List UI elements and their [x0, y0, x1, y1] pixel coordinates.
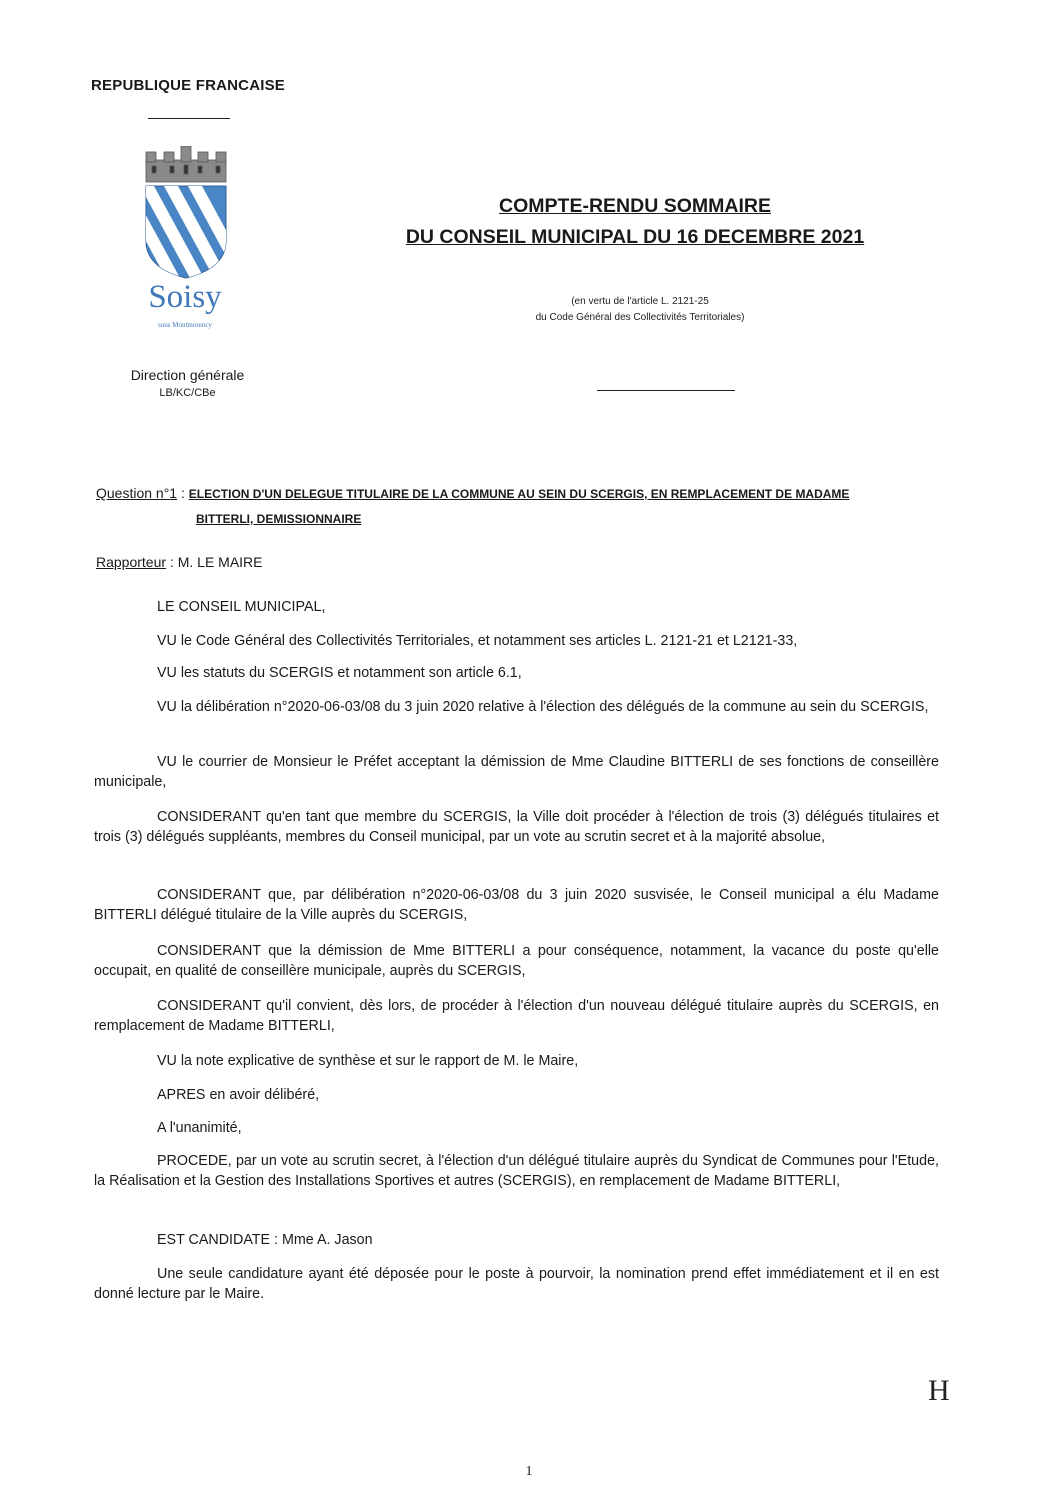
shield-icon [140, 146, 232, 281]
document-title-line2: DU CONSEIL MUNICIPAL DU 16 DECEMBRE 2021 [405, 226, 865, 248]
body-paragraph: CONSIDERANT que, par délibération n°2020-06-03/08 du 3 juin 2020 susvisée, le Conseil municipal a élu Madame BITTERLI délégué titulaire de la Ville auprès du SCERGIS, [94, 887, 939, 923]
question-heading [96, 485, 946, 501]
body-paragraph: LE CONSEIL MUNICIPAL, [157, 599, 326, 615]
body-paragraph: VU le Code Général des Collectivités Territoriales, et notamment ses articles L. 2121-21 et L2121-33, [157, 633, 798, 649]
question-number: Question n°1 [96, 485, 178, 501]
logo-subtext: sous Montmorency [158, 321, 212, 329]
body-paragraph: PROCEDE, par un vote au scrutin secret, à l'élection d'un délégué titulaire auprès du Syndicat de Communes pour l'Etude, la Réalisation et la Gestion des Installations Sportives et autres (SCERGIS), en remplacement de Madame BITTERLI, [94, 1153, 939, 1189]
legal-reference-line2: du Code Général des Collectivités Territoriales) [535, 312, 745, 323]
body-paragraph: Une seule candidature ayant été déposée pour le poste à pourvoir, la nomination prend effet immédiatement et il en est donné lecture par le Maire. [94, 1266, 939, 1302]
legal-reference-line1: (en vertu de l'article L. 2121-25 [571, 296, 709, 307]
republique-heading: REPUBLIQUE FRANCAISE [91, 77, 286, 94]
question-title-line2: BITTERLI, DEMISSIONNAIRE [196, 512, 362, 526]
rapporteur-label: Rapporteur [96, 554, 167, 570]
body-paragraph: APRES en avoir délibéré, [157, 1087, 320, 1103]
body-paragraph: CONSIDERANT qu'en tant que membre du SCERGIS, la Ville doit procéder à l'élection de trois (3) délégués titulaires et trois (3) délégués suppléants, membres du Conseil municipal, par un vote au scrutin secret et à la majorité absolue, [94, 809, 939, 845]
question-title-line1: ELECTION D'UN DELEGUE TITULAIRE DE LA COMMUNE AU SEIN DU SCERGIS, EN REMPLACEMENT DE MADAME [188, 487, 850, 501]
direction-reference: LB/KC/CBe [159, 387, 216, 399]
direction-label: Direction générale [130, 367, 245, 383]
body-paragraph: A l'unanimité, [157, 1120, 242, 1136]
rapporteur-line [96, 554, 263, 570]
body-paragraph: VU la note explicative de synthèse et sur le rapport de M. le Maire, [157, 1053, 579, 1069]
document-title-line1: COMPTE-RENDU SOMMAIRE [499, 195, 771, 217]
question-separator: : [177, 485, 189, 501]
handwritten-initials: H [928, 1374, 950, 1407]
body-paragraph: EST CANDIDATE : Mme A. Jason [157, 1232, 373, 1248]
body-paragraph: CONSIDERANT que la démission de Mme BITTERLI a pour conséquence, notamment, la vacance du poste qu'elle occupait, en qualité de conseillère municipale, auprès du SCERGIS, [94, 943, 939, 979]
rapporteur-value: : M. LE MAIRE [166, 554, 263, 570]
body-paragraph: VU le courrier de Monsieur le Préfet acceptant la démission de Mme Claudine BITTERLI de ses fonctions de conseillère municipale, [94, 754, 939, 790]
body-paragraph: CONSIDERANT qu'il convient, dès lors, de procéder à l'élection d'un nouveau délégué titulaire auprès du SCERGIS, en remplacement de Madame BITTERLI, [94, 998, 939, 1034]
header-divider [148, 118, 230, 119]
logo-wordmark: Soisy [148, 279, 222, 315]
title-divider [597, 390, 735, 391]
page-number: 1 [525, 1464, 533, 1479]
body-paragraph: VU la délibération n°2020-06-03/08 du 3 juin 2020 relative à l'élection des délégués de la commune au sein du SCERGIS, [157, 699, 929, 715]
body-paragraph: VU les statuts du SCERGIS et notamment son article 6.1, [157, 665, 522, 681]
